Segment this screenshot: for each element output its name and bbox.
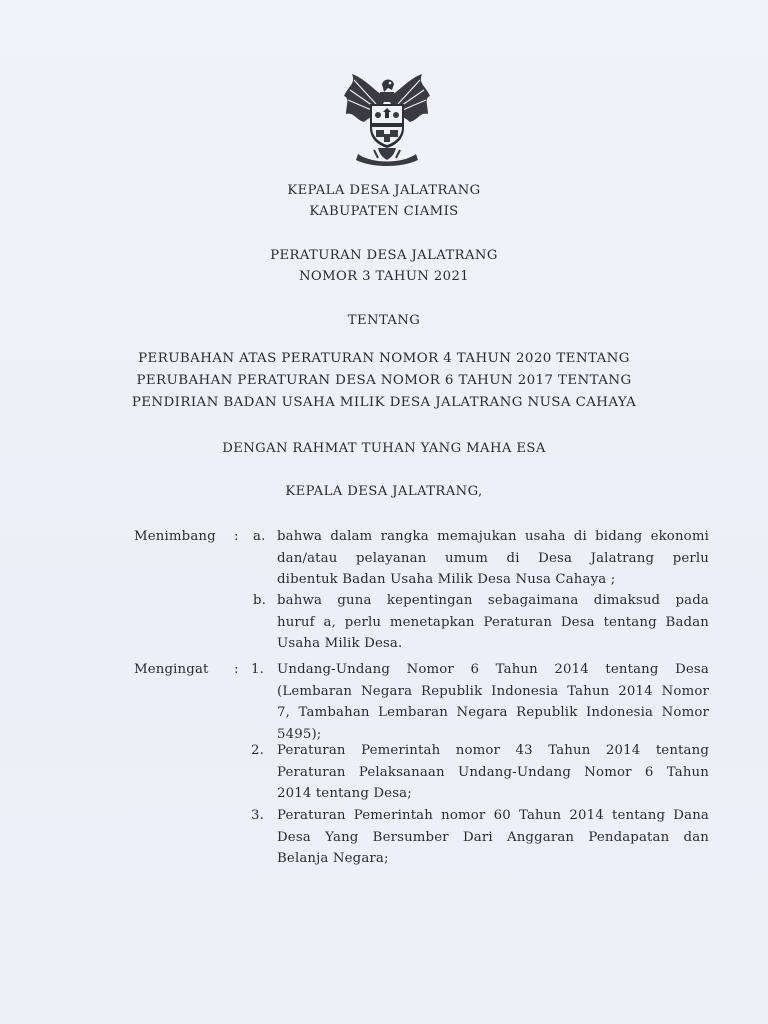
legal-basis-item-1 — [277, 659, 709, 745]
consideration-item-b — [277, 590, 709, 655]
issuer-region: KABUPATEN CIAMIS — [309, 204, 459, 219]
text-line: Usaha Milik Desa. — [277, 636, 403, 651]
subject-line: PENDIRIAN BADAN USAHA MILIK DESA JALATRANG NUSA CAHAYA — [131, 395, 637, 410]
text-line: 2014 tentang Desa; — [277, 786, 412, 801]
text-line: Undang-Undang Nomor 6 Tahun 2014 tentang Desa — [277, 662, 709, 677]
item-marker: 1. — [251, 662, 264, 677]
regulation-subject — [0, 348, 768, 414]
issuer-heading — [0, 180, 768, 222]
section-colon: : — [234, 662, 239, 677]
item-marker: b. — [253, 593, 267, 608]
text-line: dan/atau pelayanan umum di Desa Jalatrang perlu — [277, 550, 709, 566]
authority-line: KEPALA DESA JALATRANG, — [285, 484, 483, 499]
item-marker: 3. — [251, 808, 264, 823]
mengingat-label: Mengingat — [134, 662, 209, 677]
text-line: bahwa dalam rangka memajukan usaha di bidang ekonomi — [277, 529, 709, 544]
text-line: dibentuk Badan Usaha Milik Desa Nusa Cahaya ; — [277, 572, 616, 587]
text-line: Peraturan Pelaksanaan Undang-Undang Nomor 6 Tahun — [277, 764, 709, 780]
text-line: 7, Tambahan Lembaran Negara Republik Indonesia Nomor — [277, 705, 709, 720]
regulation-number: NOMOR 3 TAHUN 2021 — [298, 269, 470, 284]
consideration-item-a — [277, 526, 709, 591]
menimbang-label: Menimbang — [134, 529, 216, 544]
regulation-heading — [0, 245, 768, 287]
legal-basis-item-3 — [277, 805, 709, 870]
section-colon: : — [234, 529, 239, 544]
text-line: Peraturan Pemerintah nomor 60 Tahun 2014 tentang Dana — [277, 808, 709, 823]
garuda-emblem-icon — [334, 68, 440, 168]
text-line: 5495); — [277, 726, 322, 742]
text-line: Belanja Negara; — [277, 851, 389, 866]
subject-line: PERUBAHAN ATAS PERATURAN NOMOR 4 TAHUN 2020 TENTANG — [138, 351, 630, 366]
text-line: huruf a, perlu menetapkan Peraturan Desa tentang Badan — [277, 614, 709, 630]
regulation-title: PERATURAN DESA JALATRANG — [270, 248, 498, 263]
subject-line: PERUBAHAN PERATURAN DESA NOMOR 6 TAHUN 2017 TENTANG — [136, 373, 632, 388]
text-line: Desa Yang Bersumber Dari Anggaran Pendapatan dan — [277, 829, 709, 845]
text-line: bahwa guna kepentingan sebagaimana dimaksud pada — [277, 593, 709, 608]
item-marker: a. — [253, 529, 266, 544]
text-line: (Lembaran Negara Republik Indonesia Tahun 2014 Nomor — [277, 683, 709, 699]
legal-basis-item-2 — [277, 740, 709, 805]
item-marker: 2. — [251, 743, 264, 758]
blessing-line: DENGAN RAHMAT TUHAN YANG MAHA ESA — [222, 441, 546, 456]
issuer-title: KEPALA DESA JALATRANG — [287, 183, 481, 198]
text-line: Peraturan Pemerintah nomor 43 Tahun 2014 tentang — [277, 743, 709, 758]
about-heading: TENTANG — [347, 313, 421, 328]
